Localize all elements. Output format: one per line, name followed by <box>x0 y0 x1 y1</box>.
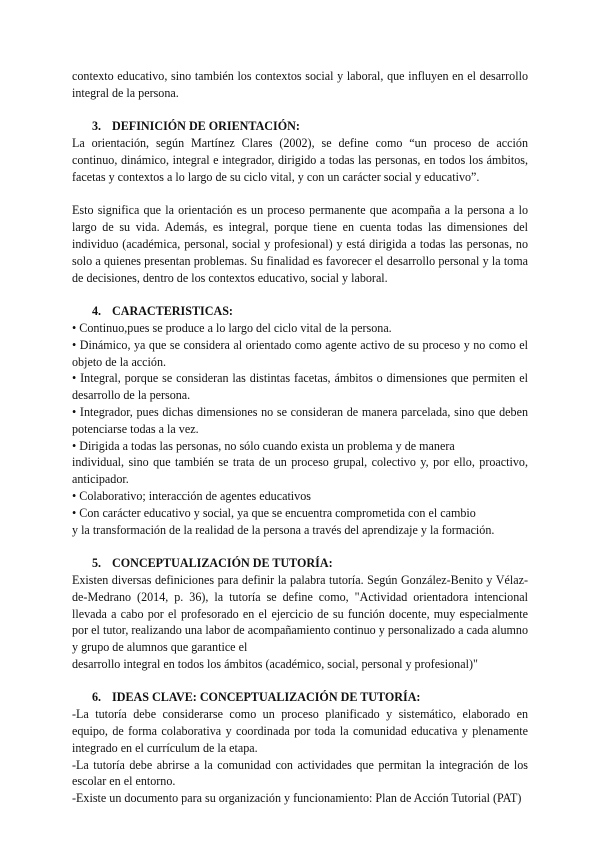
section-number: 6. <box>92 690 102 705</box>
section-title: IDEAS CLAVE: CONCEPTUALIZACIÓN DE TUTORÍA: <box>112 690 421 705</box>
document-page <box>72 68 528 807</box>
key-idea-item: -La tutoría debe abrirse a la comunidad con actividades que permitan la integración de los escolar en el entorno. <box>72 757 528 789</box>
list-item: • Integral, porque se consideran las distintas facetas, ámbitos o dimensiones que permiten el desarrollo de la persona. <box>72 371 528 403</box>
section-heading-tutoria <box>72 555 528 572</box>
explanation-paragraph: Esto significa que la orientación es un proceso permanente que acompaña a la persona a lo largo de su vida. Además, es integral, porque tiene en cuenta todas las dimensiones del individuo (académica, personal, social y profesional) y está dirigida a todas las personas, no solo a quienes presentan problemas. Su finalidad es favorecer el desarrollo personal y la toma de decisiones, dentro de los contextos educativo, social y laboral. <box>72 203 528 285</box>
tutoria-definition-continuation: desarrollo integral en todos los ámbitos (académico, social, personal y profesional)" <box>72 656 478 671</box>
list-item: • Con carácter educativo y social, ya que se encuentra comprometida con el cambio <box>72 505 476 520</box>
key-idea-item: -Existe un documento para su organización y funcionamiento: Plan de Acción Tutorial (PAT) <box>72 791 522 806</box>
section-heading-definicion <box>72 118 528 135</box>
section-heading-ideas-clave <box>72 689 528 706</box>
list-item: • Dinámico, ya que se considera al orientado como agente activo de su proceso y no como el objeto de la acción. <box>72 337 528 369</box>
list-item: • Continuo,pues se produce a lo largo del ciclo vital de la persona. <box>72 320 392 335</box>
list-item-continuation: y la transformación de la realidad de la persona a través del aprendizaje y la formación. <box>72 522 495 537</box>
list-item: • Colaborativo; interacción de agentes educativos <box>72 488 311 503</box>
section-title: CONCEPTUALIZACIÓN DE TUTORÍA: <box>112 556 333 571</box>
section-number: 3. <box>92 119 102 134</box>
list-item: • Integrador, pues dichas dimensiones no se consideran de manera parcelada, sino que deben potenciarse todas a la vez. <box>72 404 528 436</box>
section-heading-caracteristicas <box>72 303 528 320</box>
intro-paragraph: contexto educativo, sino también los contextos social y laboral, que influyen en el desarrollo integral de la persona. <box>72 69 528 100</box>
list-item-continuation: individual, sino que también se trata de un proceso grupal, colectivo y, por ello, proactivo, anticipador. <box>72 455 528 487</box>
section-title: CARACTERISTICAS: <box>112 304 233 319</box>
definition-paragraph: La orientación, según Martínez Clares (2002), se define como “un proceso de acción continuo, dinámico, integral e integrador, dirigido a todas las personas, en todos los ámbitos, facetas y contextos a lo largo de su ciclo vital, y con un carácter social y educativo”. <box>72 136 528 184</box>
tutoria-definition-paragraph: Existen diversas definiciones para definir la palabra tutoría. Según González-Benito y Vélaz-de-Medrano (2014, p. 36), la tutoría se define como, "Actividad orientadora intencional llevada a cabo por el profesorado en el ejercicio de su función docente, muy especialmente por el tutor, realizando una labor de acompañamiento continuo y personalizado a cada alumno y grupo de alumnos que garantice el <box>72 572 528 655</box>
section-title: DEFINICIÓN DE ORIENTACIÓN: <box>112 119 300 134</box>
section-number: 5. <box>92 556 102 571</box>
key-idea-item: -La tutoría debe considerarse como un proceso planificado y sistemático, elaborado en equipo, de forma colaborativa y coordinada por toda la comunidad educativa y plenamente integrado en el currículum de la etapa. <box>72 707 528 755</box>
list-item: • Dirigida a todas las personas, no sólo cuando exista un problema y de manera <box>72 438 455 453</box>
section-number: 4. <box>92 304 102 319</box>
